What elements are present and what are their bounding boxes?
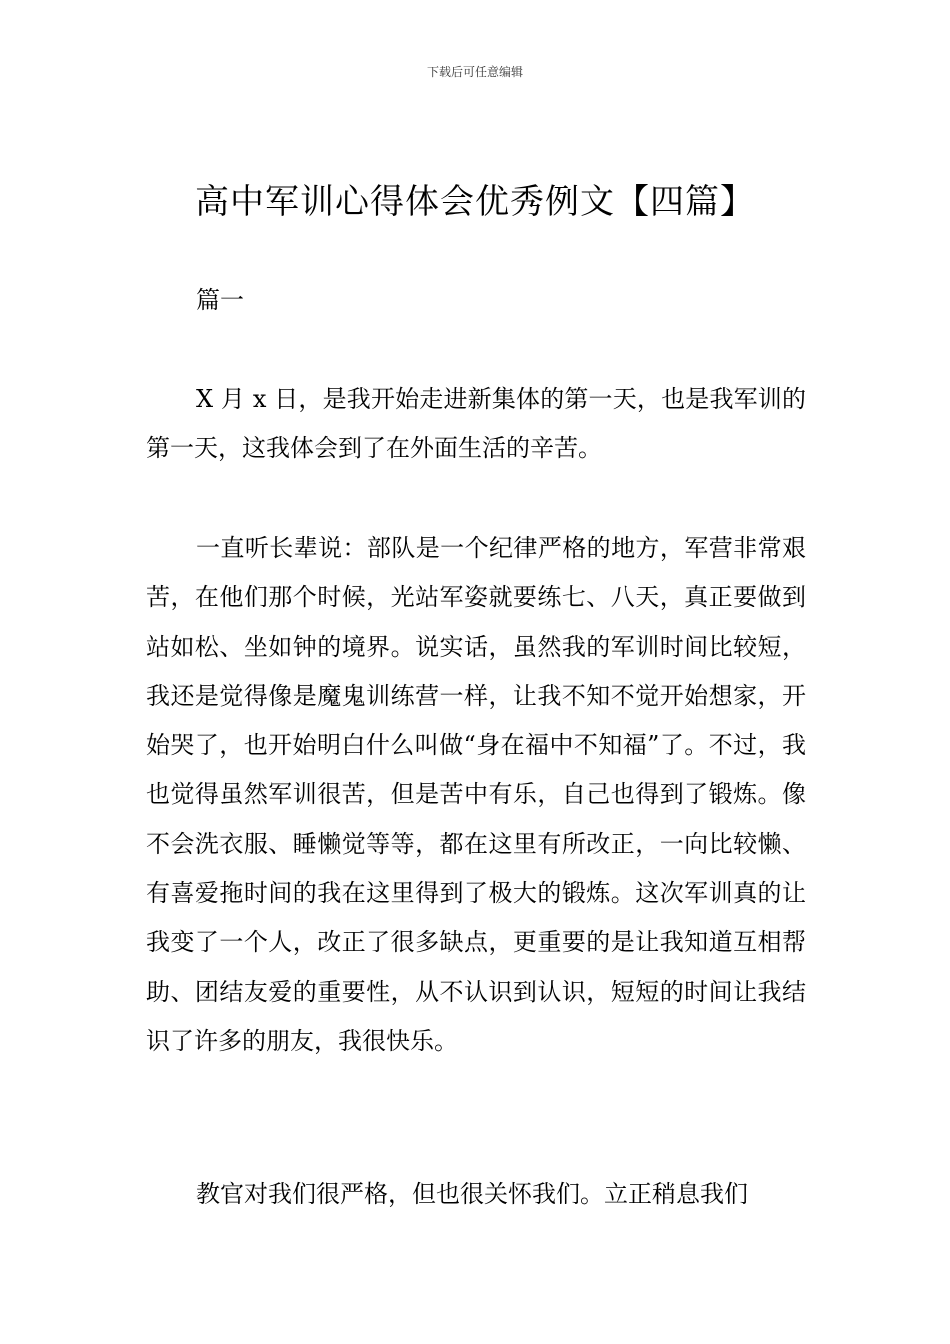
- paragraph: X 月 x 日，是我开始走进新集体的第一天，也是我军训的第一天，这我体会到了在外面生活的辛苦。: [146, 385, 806, 463]
- paragraph: 一直听长辈说：部队是一个纪律严格的地方，军营非常艰苦，在他们那个时候，光站军姿就要练七、八天，真正要做到站如松、坐如钟的境界。说实话，虽然我的军训时间比较短，我还是觉得像是魔鬼训练营一样，让我不知不觉开始想家，开始哭了，也开始明白什么叫做“身在福中不知福”了。不过，我也觉得虽然军训很苦，但是苦中有乐，自己也得到了锻炼。像不会洗衣服、睡懒觉等等，都在这里有所改正，一向比较懒、有喜爱拖时间的我在这里得到了极大的锻炼。这次军训真的让我变了一个人，改正了很多缺点，更重要的是让我知道互相帮助、团结友爱的重要性，从不认识到认识，短短的时间让我结识了许多的朋友，我很快乐。: [146, 534, 806, 1055]
- paragraph: 教官对我们很严格，但也很关怀我们。立正稍息我们: [196, 1180, 748, 1208]
- header-note: 下载后可任意编辑: [426, 65, 523, 79]
- section-label: 篇一: [196, 286, 244, 314]
- document-title: 高中军训心得体会优秀例文【四篇】: [195, 182, 755, 222]
